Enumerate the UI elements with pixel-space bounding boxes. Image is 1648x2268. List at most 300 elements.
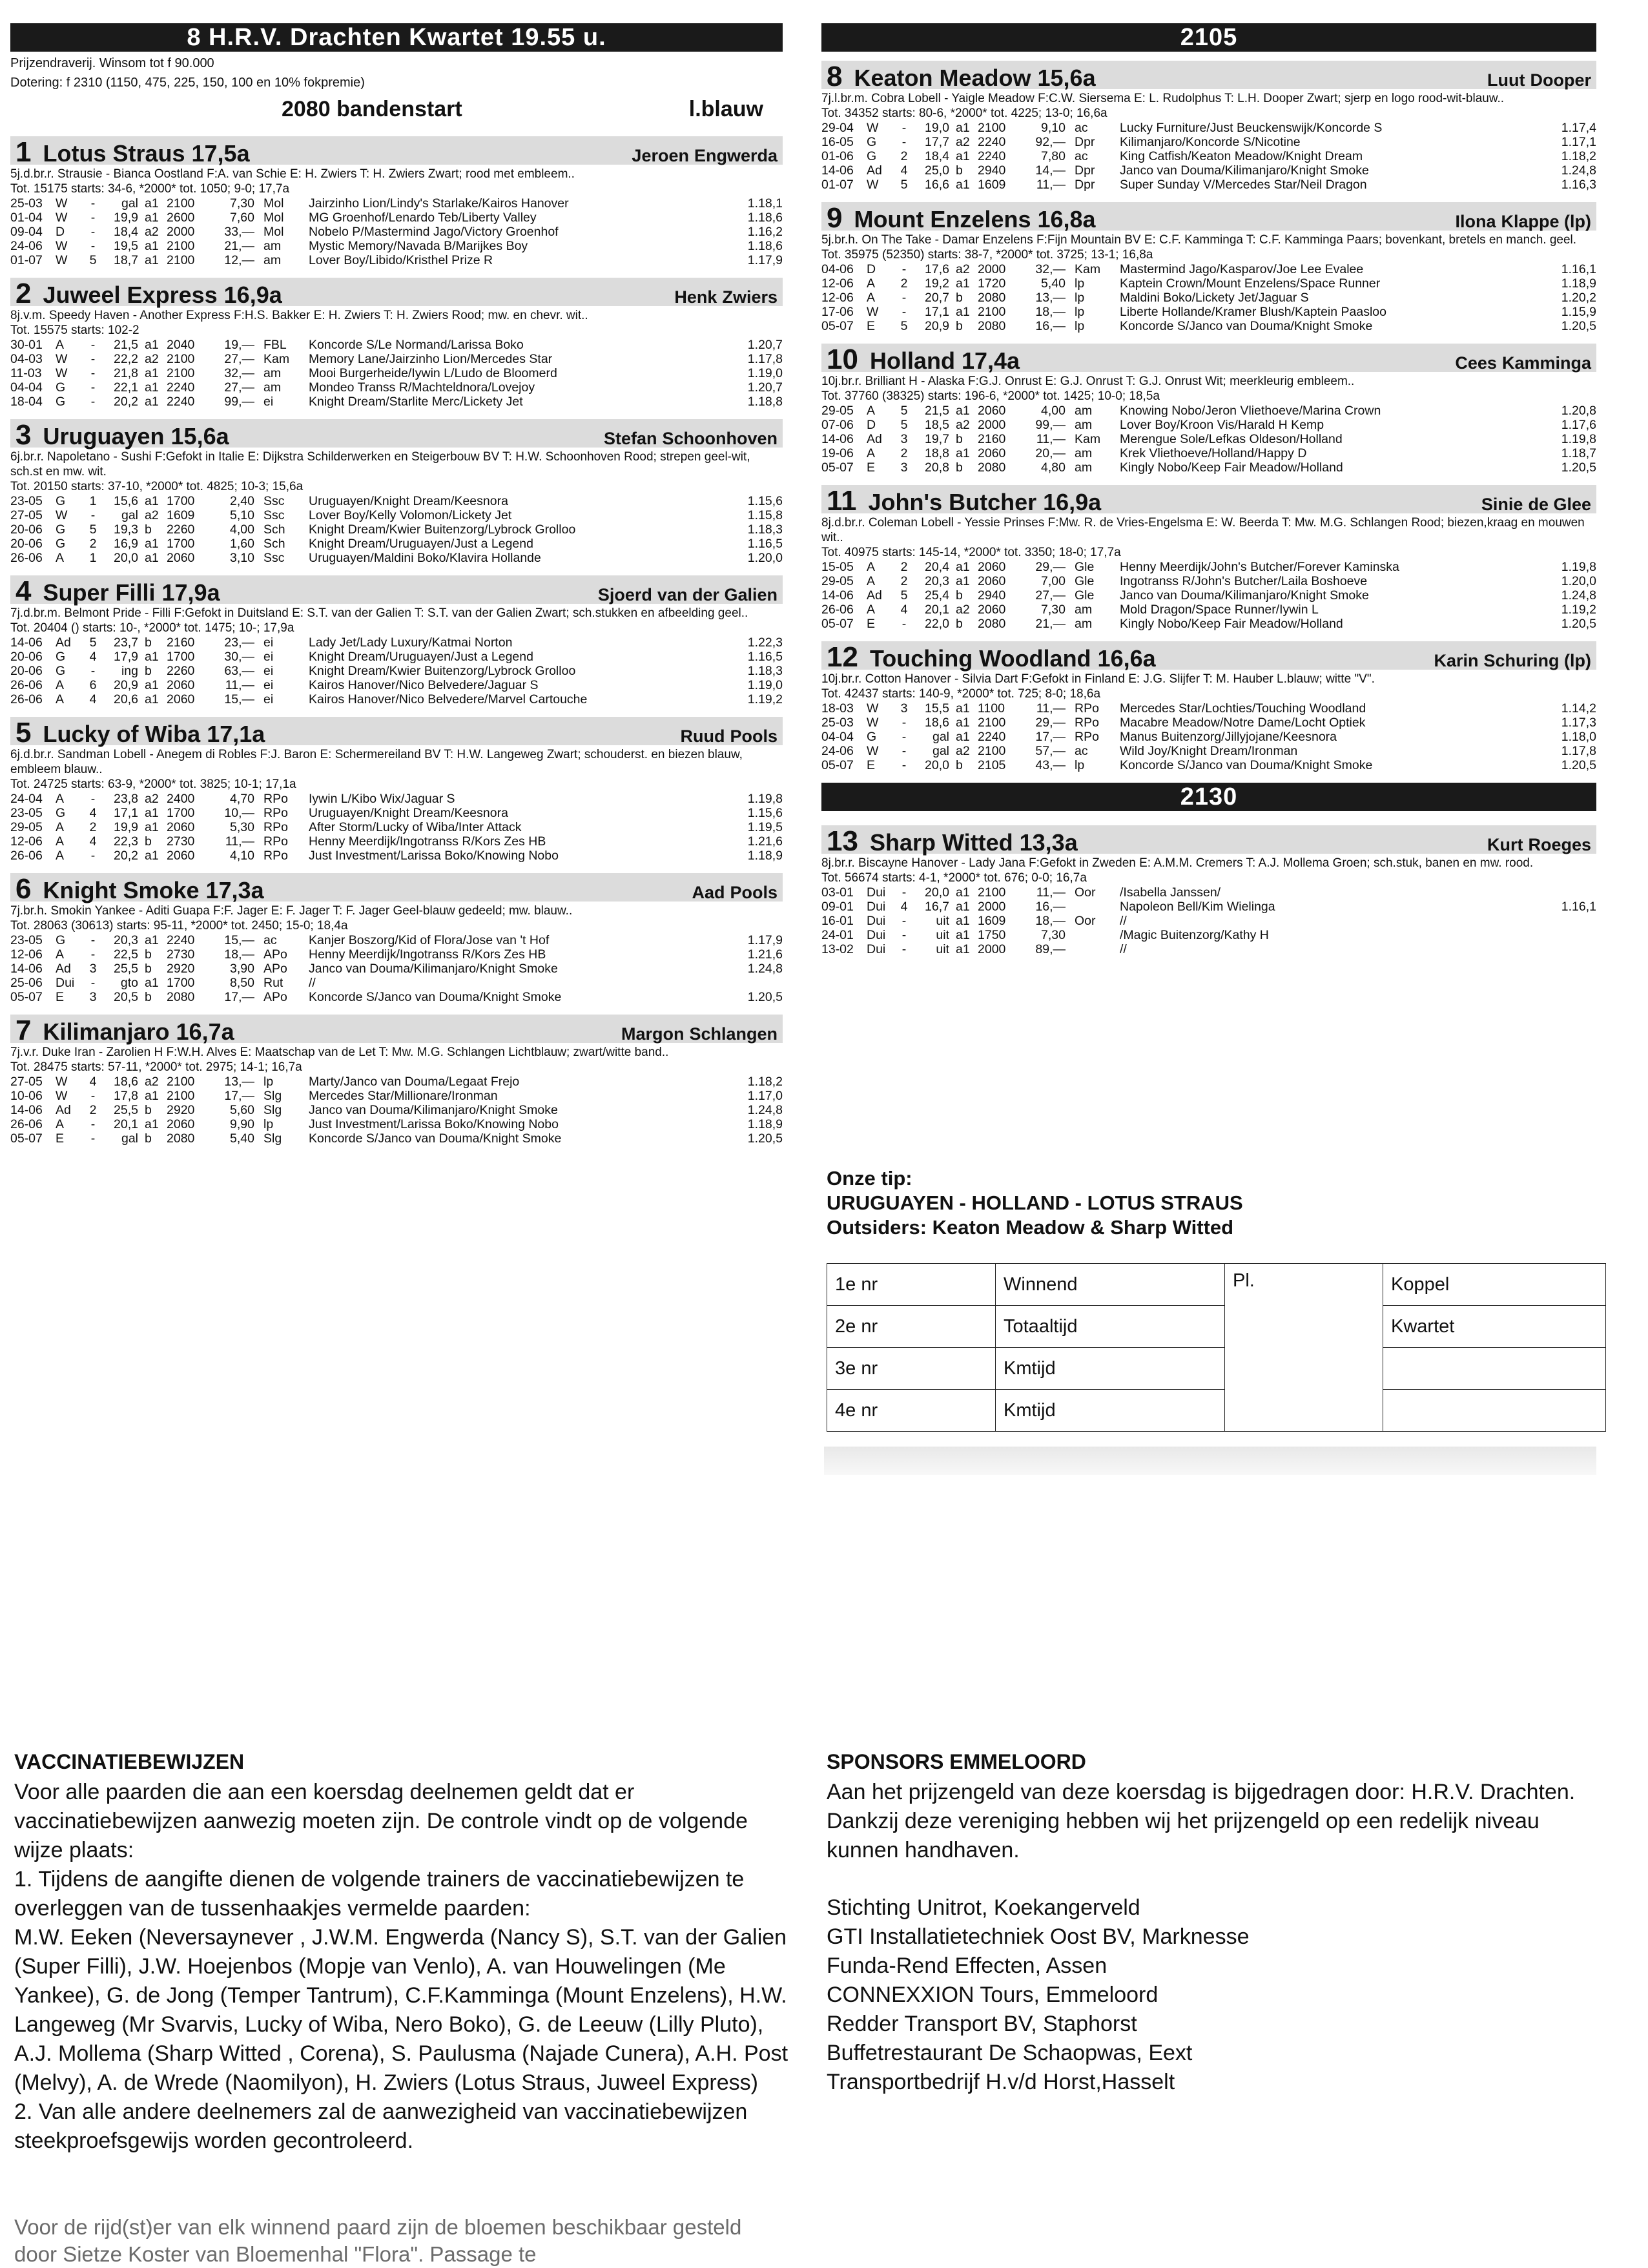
form-cell: 2060 xyxy=(978,404,1006,418)
form-cell: Nobelo P/Mastermind Jago/Victory Groenhof xyxy=(309,225,559,239)
form-cell: 1.18,0 xyxy=(1561,730,1596,744)
results-cell: Kmtijd xyxy=(996,1348,1225,1390)
form-cell: 7,00 xyxy=(1041,574,1066,588)
form-cell: 4,00 xyxy=(1041,404,1066,418)
form-cell: 20,— xyxy=(1035,446,1066,460)
form-cell: 23-05 xyxy=(10,494,43,508)
horse-name xyxy=(15,278,282,309)
form-cell: 1.20,5 xyxy=(1561,319,1596,333)
form-row xyxy=(10,211,783,225)
form-cell: - xyxy=(901,914,907,928)
form-cell: 18,8 xyxy=(925,446,949,460)
form-table xyxy=(821,701,1596,772)
sponsor-item: Stichting Unitrot, Koekangerveld xyxy=(827,1895,1140,1920)
form-cell: 1,60 xyxy=(230,537,254,551)
horse-name-text: John's Butcher 16,9a xyxy=(868,489,1102,515)
form-cell xyxy=(1075,928,1120,942)
form-cell: 18,5 xyxy=(925,418,949,432)
form-cell: Lucky Furniture/Just Beuckenswijk/Koncorde S xyxy=(1120,121,1383,135)
horse-entry xyxy=(821,61,1596,192)
form-cell: G xyxy=(56,806,66,820)
form-cell: 1.19,2 xyxy=(1561,603,1596,617)
form-cell: 4,00 xyxy=(230,522,254,537)
form-cell: Knight Dream/Kwier Buitenzorg/Lybrock Grolloo xyxy=(309,522,576,537)
form-cell: G xyxy=(56,650,66,664)
form-cell: 23,8 xyxy=(114,792,138,806)
form-cell: 5,40 xyxy=(1041,276,1066,291)
form-cell: 22,3 xyxy=(114,834,138,849)
horse-entry xyxy=(10,278,783,409)
driver-first: Aad xyxy=(692,883,725,902)
driver xyxy=(1487,835,1591,855)
form-cell: 1.18,9 xyxy=(1561,276,1596,291)
form-cell: b xyxy=(145,834,152,849)
form-cell: b xyxy=(956,432,963,446)
start-color: l.blauw xyxy=(688,97,763,121)
form-cell: 29-05 xyxy=(821,404,854,418)
driver xyxy=(681,727,778,747)
form-cell: 07-06 xyxy=(821,418,854,432)
form-cell: 2080 xyxy=(167,990,195,1004)
form-cell: 5 xyxy=(900,178,908,192)
form-cell: a1 xyxy=(145,395,159,409)
form-cell: W xyxy=(867,178,879,192)
horse-header xyxy=(10,419,783,451)
form-cell: 23-05 xyxy=(10,933,43,947)
form-cell: Marty/Janco van Douma/Legaat Frejo xyxy=(309,1075,520,1089)
form-row xyxy=(821,744,1596,758)
form-cell: 20-06 xyxy=(10,650,43,664)
form-row xyxy=(10,338,783,352)
form-cell: 2 xyxy=(89,820,97,834)
driver xyxy=(604,429,778,449)
form-cell: 1.20,2 xyxy=(1561,291,1596,305)
form-cell: 89,— xyxy=(1035,942,1066,956)
form-cell: 1720 xyxy=(978,276,1006,291)
form-cell: 1.18,9 xyxy=(747,849,783,863)
form-cell: Mystic Memory/Navada B/Marijkes Boy xyxy=(309,239,528,253)
form-cell: 20-06 xyxy=(10,537,43,551)
results-table xyxy=(827,1263,1606,1432)
form-cell: 27-05 xyxy=(10,508,43,522)
form-cell: W xyxy=(56,366,68,380)
form-cell: 20,0 xyxy=(925,885,949,900)
form-cell: 1.19,8 xyxy=(747,792,783,806)
form-cell: Memory Lane/Jairzinho Lion/Mercedes Star xyxy=(309,352,553,366)
form-row xyxy=(10,494,783,508)
form-cell: am xyxy=(1075,617,1093,631)
form-cell: 43,— xyxy=(1035,758,1066,772)
form-cell: 11,— xyxy=(225,678,254,692)
horse-header xyxy=(821,344,1596,375)
career-stats: Tot. 20150 starts: 37-10, *2000* tot. 4825; 10-3; 15,6a xyxy=(10,480,304,493)
form-cell: 4 xyxy=(900,603,908,617)
form-cell: 27,— xyxy=(224,352,254,366)
form-cell: 2100 xyxy=(167,239,195,253)
form-row xyxy=(821,432,1596,446)
form-cell: 05-07 xyxy=(821,460,854,475)
form-cell: - xyxy=(901,617,907,631)
form-cell: - xyxy=(90,338,96,352)
form-row xyxy=(821,701,1596,716)
form-cell: Wild Joy/Knight Dream/Ironman xyxy=(1120,744,1298,758)
form-cell: b xyxy=(145,990,152,1004)
form-cell: 19,9 xyxy=(114,211,138,225)
form-cell: Dpr xyxy=(1075,163,1095,178)
form-cell: 18,— xyxy=(224,947,254,962)
form-cell: Koncorde S/Janco van Douma/Knight Smoke xyxy=(1120,758,1373,772)
form-row xyxy=(10,239,783,253)
form-cell: 5 xyxy=(900,588,908,603)
form-cell: 1.20,5 xyxy=(747,1131,783,1146)
pedigree: 8j.br.r. Biscayne Hanover - Lady Jana F:Gefokt in Zweden E: A.M.M. Cremers T: A.J. Mollema Groen; sch.stuk, banen en mw. rood. xyxy=(821,856,1534,870)
form-cell: 1.24,8 xyxy=(747,962,783,976)
sponsor-item: Redder Transport BV, Staphorst xyxy=(827,2012,1137,2036)
form-cell: 21,5 xyxy=(925,404,949,418)
results-cell: 1e nr xyxy=(827,1264,996,1306)
form-cell: a2 xyxy=(956,135,970,149)
form-cell: A xyxy=(56,834,65,849)
form-row xyxy=(821,560,1596,574)
form-cell: 05-07 xyxy=(10,1131,43,1146)
horse-number: 5 xyxy=(15,717,32,748)
form-cell: b xyxy=(145,962,152,976)
form-cell: 04-03 xyxy=(10,352,43,366)
form-cell: 21,— xyxy=(1035,617,1066,631)
form-cell: Koncorde S/Janco van Douma/Knight Smoke xyxy=(309,1131,562,1146)
form-cell: Knight Dream/Uruguayen/Just a Legend xyxy=(309,650,533,664)
form-cell: lp xyxy=(1075,305,1085,319)
form-cell: Just Investment/Larissa Boko/Knowing Nobo xyxy=(309,1117,559,1131)
form-cell: 16,— xyxy=(1035,900,1066,914)
form-cell: 1.15,9 xyxy=(1561,305,1596,319)
form-row xyxy=(821,603,1596,617)
driver-first: Jeroen xyxy=(632,146,689,165)
form-row xyxy=(10,225,783,239)
form-cell: 25,5 xyxy=(114,1103,138,1117)
form-row xyxy=(10,678,783,692)
form-cell: - xyxy=(90,211,96,225)
form-cell: a2 xyxy=(956,603,970,617)
form-cell: G xyxy=(867,135,877,149)
form-cell: 1.20,0 xyxy=(747,551,783,565)
form-row xyxy=(10,792,783,806)
form-cell: a1 xyxy=(145,849,159,863)
form-cell: 2920 xyxy=(167,1103,195,1117)
form-cell: Knight Dream/Uruguayen/Just a Legend xyxy=(309,537,533,551)
vaccination-title: VACCINATIEBEWIJZEN xyxy=(14,1750,245,1773)
form-cell: Kanjer Boszorg/Kid of Flora/Jose van 't Hof xyxy=(309,933,550,947)
form-cell: 21,8 xyxy=(114,366,138,380)
form-cell: 17,8 xyxy=(114,1089,138,1103)
driver-first: Stefan xyxy=(603,429,657,448)
form-row xyxy=(821,758,1596,772)
form-cell: 1.19,5 xyxy=(747,820,783,834)
form-cell: A xyxy=(56,678,65,692)
form-cell: 11,— xyxy=(225,834,254,849)
form-cell: 57,— xyxy=(1035,744,1066,758)
form-row xyxy=(10,820,783,834)
start-line xyxy=(10,97,783,122)
form-cell: a1 xyxy=(956,701,970,716)
form-cell: 1609 xyxy=(978,178,1006,192)
horse-entry xyxy=(821,202,1596,333)
form-cell: 5 xyxy=(900,404,908,418)
form-cell: Mercedes Star/Lochties/Touching Woodland xyxy=(1120,701,1366,716)
form-cell: 2100 xyxy=(978,305,1006,319)
form-cell: 1.16,1 xyxy=(1561,262,1596,276)
form-cell: Dui xyxy=(867,928,886,942)
form-cell: a1 xyxy=(145,650,159,664)
form-cell: a1 xyxy=(956,716,970,730)
form-cell: Kaptein Crown/Mount Enzelens/Space Runner xyxy=(1120,276,1381,291)
form-cell: 29-05 xyxy=(821,574,854,588)
form-cell: Macabre Meadow/Notre Dame/Locht Optiek xyxy=(1120,716,1366,730)
form-cell: 2240 xyxy=(167,380,195,395)
form-cell: a1 xyxy=(956,404,970,418)
horse-entry xyxy=(821,485,1596,631)
form-cell: 1750 xyxy=(978,928,1006,942)
pedigree: 10j.br.r. Cotton Hanover - Silvia Dart F:Gefokt in Finland E: J.G. Slijfer T: M. Hauber L.blauw; witte "V". xyxy=(821,672,1375,686)
form-cell: 22,2 xyxy=(114,352,138,366)
form-cell: - xyxy=(90,664,96,678)
form-cell: am xyxy=(263,239,282,253)
horse-name-text: Lucky of Wiba 17,1a xyxy=(43,721,265,747)
form-cell: // xyxy=(309,976,316,990)
form-cell: 63,— xyxy=(224,664,254,678)
form-row xyxy=(10,380,783,395)
form-cell: 20,6 xyxy=(114,692,138,706)
form-cell: - xyxy=(90,508,96,522)
form-cell: 23-05 xyxy=(10,806,43,820)
horse-entry xyxy=(10,136,783,267)
form-cell: - xyxy=(90,225,96,239)
form-cell: W xyxy=(867,716,879,730)
form-cell: 18,— xyxy=(1035,914,1066,928)
form-cell: FBL xyxy=(263,338,287,352)
sponsors-list xyxy=(827,1893,1602,2097)
form-cell: APo xyxy=(263,990,287,1004)
horse-name xyxy=(15,873,264,905)
form-row xyxy=(821,588,1596,603)
form-cell: - xyxy=(90,933,96,947)
horse-entry xyxy=(821,641,1596,772)
form-cell: 1.16,1 xyxy=(1561,900,1596,914)
form-cell: 1.20,5 xyxy=(1561,617,1596,631)
form-cell: MG Groenhof/Lenardo Teb/Liberty Valley xyxy=(309,211,537,225)
form-cell: 1.15,6 xyxy=(747,494,783,508)
form-cell: 2060 xyxy=(167,692,195,706)
horse-header xyxy=(10,717,783,748)
form-cell: 1700 xyxy=(167,650,195,664)
form-cell: RPo xyxy=(1075,730,1099,744)
form-cell: ei xyxy=(263,678,274,692)
form-cell: Mol xyxy=(263,225,284,239)
form-cell: - xyxy=(901,744,907,758)
form-cell: a1 xyxy=(956,178,970,192)
form-cell: lp xyxy=(263,1117,274,1131)
career-stats: Tot. 20404 () starts: 10-, *2000* tot. 1475; 10-; 17,9a xyxy=(10,621,294,635)
horse-number: 6 xyxy=(15,873,32,905)
form-cell: 12-06 xyxy=(821,291,854,305)
form-cell: 13-02 xyxy=(821,942,854,956)
form-cell: 10,— xyxy=(224,806,254,820)
form-cell: 3 xyxy=(900,701,908,716)
form-cell xyxy=(1545,928,1596,942)
driver-last: Kamminga xyxy=(1501,353,1591,373)
form-row xyxy=(821,291,1596,305)
form-cell: Oor xyxy=(1075,914,1096,928)
sponsor-item: Buffetrestaurant De Schaopwas, Eext xyxy=(827,2041,1193,2065)
form-cell: 22,5 xyxy=(114,947,138,962)
form-cell: 26-06 xyxy=(821,603,854,617)
pedigree: 7j.d.br.m. Belmont Pride - Filli F:Gefokt in Duitsland E: S.T. van der Galien T: S.T. van der Galien Zwart; sch.stukken en afbeelding geel.. xyxy=(10,606,748,620)
results-cell-place: Pl. xyxy=(1225,1264,1383,1432)
form-cell: ac xyxy=(1075,744,1088,758)
form-cell: 26-06 xyxy=(10,678,43,692)
form-row xyxy=(821,460,1596,475)
driver-first: Karin xyxy=(1434,651,1479,670)
form-cell: 1.19,8 xyxy=(1561,432,1596,446)
form-cell: 18-04 xyxy=(10,395,43,409)
form-cell: G xyxy=(56,522,66,537)
form-cell: Ad xyxy=(867,163,882,178)
horse-number: 7 xyxy=(15,1015,32,1046)
horse-name-text: Kilimanjaro 16,7a xyxy=(43,1018,234,1045)
form-cell: 2080 xyxy=(167,1131,195,1146)
form-cell: am xyxy=(1075,446,1093,460)
form-row xyxy=(10,551,783,565)
form-cell: 19,— xyxy=(224,338,254,352)
form-cell: a1 xyxy=(145,494,159,508)
form-cell: 1.15,6 xyxy=(747,806,783,820)
driver-last: Zwiers xyxy=(722,287,778,307)
form-row xyxy=(10,366,783,380)
form-cell: Dui xyxy=(867,900,886,914)
driver-last: van der Galien xyxy=(657,585,778,604)
horse-entry xyxy=(10,419,783,565)
form-cell: Merengue Sole/Lefkas Oldeson/Holland xyxy=(1120,432,1343,446)
horse-name xyxy=(827,485,1102,517)
form-table xyxy=(821,885,1596,956)
form-cell: 2600 xyxy=(167,211,195,225)
horse-header xyxy=(821,485,1596,517)
form-cell: ac xyxy=(263,933,277,947)
driver-first: Cees xyxy=(1455,353,1497,373)
form-cell: A xyxy=(56,849,65,863)
form-cell: 99,— xyxy=(224,395,254,409)
form-cell: a1 xyxy=(956,560,970,574)
form-cell: Lover Boy/Kelly Volomon/Lickety Jet xyxy=(309,508,512,522)
form-cell: 9,90 xyxy=(230,1117,254,1131)
horse-name xyxy=(827,641,1156,673)
form-cell: ei xyxy=(263,692,274,706)
driver xyxy=(621,1024,778,1044)
form-cell: 15,5 xyxy=(925,701,949,716)
form-cell: 26-06 xyxy=(10,849,43,863)
form-table xyxy=(10,196,783,267)
form-cell: uit xyxy=(936,928,949,942)
horse-number: 12 xyxy=(827,641,858,673)
form-row xyxy=(10,537,783,551)
form-cell: a1 xyxy=(145,380,159,395)
horse-name-text: Touching Woodland 16,6a xyxy=(869,645,1156,672)
horse-header xyxy=(821,825,1596,857)
form-cell: am xyxy=(263,253,282,267)
form-cell: 24-06 xyxy=(10,239,43,253)
form-cell: Manus Buitenzorg/Jillyjojane/Keesnora xyxy=(1120,730,1337,744)
form-cell: Gle xyxy=(1075,588,1095,603)
form-cell xyxy=(1545,942,1596,956)
form-cell: 1700 xyxy=(167,806,195,820)
driver-last: Pools xyxy=(730,727,778,746)
form-cell: 5 xyxy=(89,253,97,267)
form-cell: 19,2 xyxy=(925,276,949,291)
form-cell: Dpr xyxy=(1075,178,1095,192)
form-cell: Dui xyxy=(867,914,886,928)
form-cell: G xyxy=(56,380,66,395)
form-cell: 17,1 xyxy=(114,806,138,820)
form-cell: Mold Dragon/Space Runner/Iywin L xyxy=(1120,603,1319,617)
form-cell: 11,— xyxy=(1036,178,1066,192)
form-cell: 26-06 xyxy=(10,551,43,565)
form-cell: King Catfish/Keaton Meadow/Knight Dream xyxy=(1120,149,1363,163)
form-row xyxy=(821,574,1596,588)
form-cell: 9,10 xyxy=(1041,121,1066,135)
form-cell: 1.16,5 xyxy=(747,650,783,664)
form-cell: a1 xyxy=(956,446,970,460)
form-cell: - xyxy=(90,976,96,990)
form-row xyxy=(10,849,783,863)
form-cell: 4,80 xyxy=(1041,460,1066,475)
driver-first: Kurt xyxy=(1487,835,1523,854)
form-cell: 1.17,3 xyxy=(1561,716,1596,730)
form-cell: 29,— xyxy=(1035,716,1066,730)
form-cell: 1.18,3 xyxy=(747,664,783,678)
form-cell: 4 xyxy=(900,900,908,914)
form-cell: Mol xyxy=(263,211,284,225)
form-cell: a2 xyxy=(145,1075,159,1089)
form-cell: 17,7 xyxy=(925,135,949,149)
form-cell: a1 xyxy=(145,678,159,692)
driver-last: Pools xyxy=(730,883,778,902)
form-cell: Gle xyxy=(1075,574,1095,588)
form-cell: Koncorde S/Janco van Douma/Knight Smoke xyxy=(1120,319,1373,333)
form-cell: Gle xyxy=(1075,560,1095,574)
form-cell: 2 xyxy=(89,537,97,551)
form-cell: G xyxy=(56,494,66,508)
form-cell: 2060 xyxy=(167,678,195,692)
form-cell: 2100 xyxy=(978,744,1006,758)
form-cell: A xyxy=(56,551,65,565)
form-cell: Mondeo Transs R/Machteldnora/Lovejoy xyxy=(309,380,535,395)
form-cell: 4,10 xyxy=(230,849,254,863)
form-cell: 03-01 xyxy=(821,885,854,900)
form-cell: - xyxy=(90,947,96,962)
form-row xyxy=(10,933,783,947)
form-cell: 01-07 xyxy=(10,253,43,267)
form-cell: E xyxy=(867,617,876,631)
form-cell: a1 xyxy=(145,692,159,706)
form-cell: - xyxy=(901,928,907,942)
form-row xyxy=(821,149,1596,163)
form-cell: 19-06 xyxy=(821,446,854,460)
form-cell: 18,6 xyxy=(114,1075,138,1089)
form-cell: 5,60 xyxy=(230,1103,254,1117)
horse-name-text: Uruguayen 15,6a xyxy=(43,423,229,449)
form-cell: 1.19,0 xyxy=(747,678,783,692)
form-row xyxy=(10,1075,783,1089)
